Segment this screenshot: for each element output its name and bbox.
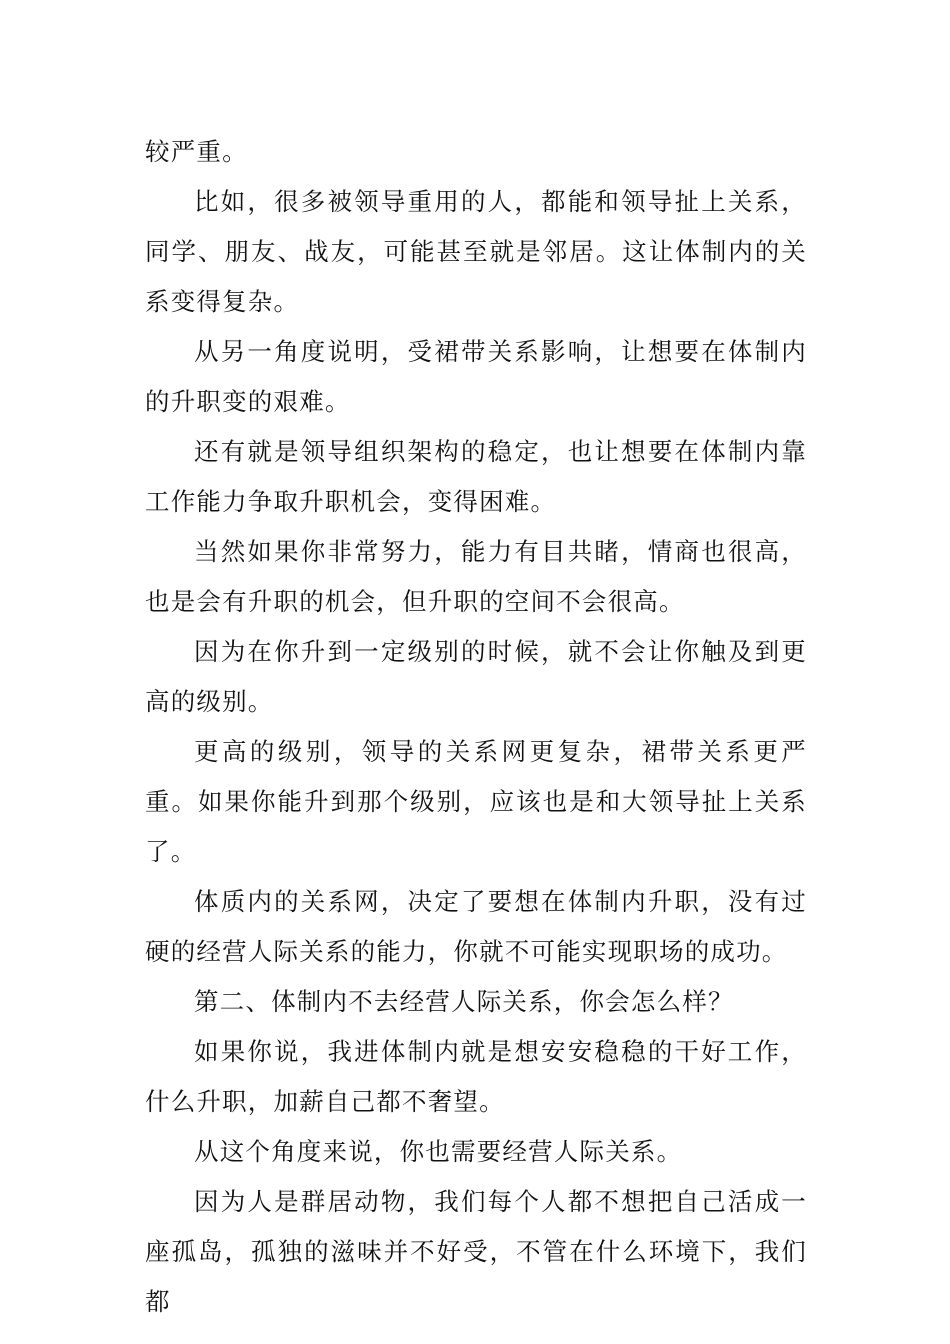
paragraph-12: 因为人是群居动物，我们每个人都不想把自己活成一座孤岛，孤独的滋味并不好受，不管在什么环境下，我们都 <box>145 1187 807 1316</box>
paragraph-4: 还有就是领导组织架构的稳定，也让想要在体制内靠工作能力争取升职机会，变得困难。 <box>145 437 807 516</box>
paragraph-11: 从这个角度来说，你也需要经营人际关系。 <box>194 1137 683 1166</box>
paragraph-2: 比如，很多被领导重用的人，都能和领导扯上关系，同学、朋友、战友，可能甚至就是邻居。这让体制内的关系变得复杂。 <box>145 187 807 316</box>
section-heading: 第二、体制内不去经营人际关系，你会怎么样？ <box>194 987 734 1016</box>
paragraph-7: 更高的级别，领导的关系网更复杂，裙带关系更严重。如果你能升到那个级别，应该也是和大领导扯上关系了。 <box>145 737 807 866</box>
document-body <box>145 127 807 1327</box>
paragraph-1: 较严重。 <box>145 137 248 166</box>
paragraph-10: 如果你说，我进体制内就是想安安稳稳的干好工作，什么升职，加薪自己都不奢望。 <box>145 1037 807 1116</box>
paragraph-5: 当然如果你非常努力，能力有目共睹，情商也很高，也是会有升职的机会，但升职的空间不会很高。 <box>145 537 807 616</box>
paragraph-6: 因为在你升到一定级别的时候，就不会让你触及到更高的级别。 <box>145 637 807 716</box>
paragraph-8: 体质内的关系网，决定了要想在体制内升职，没有过硬的经营人际关系的能力，你就不可能实现职场的成功。 <box>145 887 807 966</box>
paragraph-3: 从另一角度说明，受裙带关系影响，让想要在体制内的升职变的艰难。 <box>145 337 807 416</box>
